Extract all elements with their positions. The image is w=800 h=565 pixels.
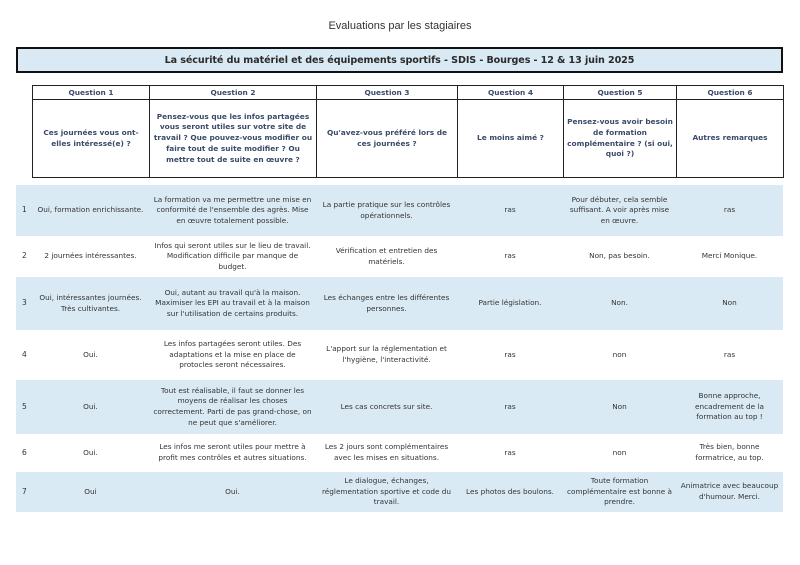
answer-q5: non [563,330,676,380]
question-5-text: Pensez-vous avoir besoin de formation complémentaire ? (si oui, quoi ?) [564,100,677,178]
course-banner-text: La sécurité du matériel et des équipements sportifs - SDIS - Bourges - 12 & 13 juin 2025 [164,54,635,66]
course-banner [16,47,783,73]
question-texts-row [33,100,784,178]
answer-q5: Non, pas besoin. [563,236,676,277]
question-6-label: Question 6 [677,86,784,100]
answer-q4: ras [457,236,563,277]
question-2-text: Pensez-vous que les infos partagées vous seront utiles sur votre site de travail ? Que pouvez-vous modifier ou faire tout de suite modifier ? Ou mettre tout de suite en œuvre ? [150,100,317,178]
answer-q2: Tout est réalisable, il faut se donner les moyens de réalisar les choses correctement. Parti de pas grand-chose, on ne peut que s'améliorer. [149,380,316,434]
question-4-text: Le moins aimé ? [458,100,564,178]
answer-q3: La partie pratique sur les contrôles opérationnels. [316,185,457,236]
answer-q6: ras [676,330,783,380]
answer-q6: Non [676,277,783,330]
answer-q2: Les infos me seront utiles pour mettre à profit mes contrôles et autres situations. [149,434,316,472]
answer-q1: Oui, intéressantes journées. Très cultivantes. [32,277,149,330]
response-row [16,380,783,434]
answer-q3: Les cas concrets sur site. [316,380,457,434]
answer-q1: Oui, formation enrichissante. [32,185,149,236]
question-labels-row [33,86,784,100]
row-number: 1 [16,185,32,236]
response-row [16,330,783,380]
answer-q5: Non [563,380,676,434]
question-2-label: Question 2 [150,86,317,100]
answer-q3: Le dialogue, échanges, réglementation sportive et code du travail. [316,472,457,512]
response-row [16,277,783,330]
answer-q1: Oui. [32,434,149,472]
response-row [16,472,783,512]
answer-q2: Oui. [149,472,316,512]
row-number: 3 [16,277,32,330]
answer-q4: Partie législation. [457,277,563,330]
row-number: 5 [16,380,32,434]
answer-q5: Toute formation complémentaire est bonne à prendre. [563,472,676,512]
answer-q5: Pour débuter, cela semble suffisant. A voir après mise en œuvre. [563,185,676,236]
question-1-text: Ces journées vous ont-elles intéressé(e) ? [33,100,150,178]
answer-q5: Non. [563,277,676,330]
question-3-label: Question 3 [317,86,458,100]
answer-q3: Les 2 jours sont complémentaires avec les mises en situations. [316,434,457,472]
answer-q3: L'apport sur la réglementation et l'hygiène, l'interactivité. [316,330,457,380]
answer-q6: ras [676,185,783,236]
answer-q1: Oui [32,472,149,512]
answer-q4: ras [457,330,563,380]
answer-q2: Infos qui seront utiles sur le lieu de travail. Modification difficile par manque de budget. [149,236,316,277]
responses-table [16,185,783,512]
answer-q5: non [563,434,676,472]
question-1-label: Question 1 [33,86,150,100]
row-number: 6 [16,434,32,472]
answer-q6: Animatrice avec beaucoup d'humour. Merci. [676,472,783,512]
answer-q3: Vérification et entretien des matériels. [316,236,457,277]
answer-q1: Oui. [32,380,149,434]
document-title: Evaluations par les stagiaires [328,20,472,32]
answer-q2: Oui, autant au travail qu'à la maison. Maximiser les EPI au travail et à la maison sur l'utilisation de certains produits. [149,277,316,330]
row-number: 7 [16,472,32,512]
answer-q3: Les échanges entre les différentes personnes. [316,277,457,330]
question-4-label: Question 4 [458,86,564,100]
question-6-text: Autres remarques [677,100,784,178]
answer-q4: ras [457,434,563,472]
answer-q4: ras [457,185,563,236]
answer-q6: Très bien, bonne formatrice, au top. [676,434,783,472]
row-number: 2 [16,236,32,277]
answer-q4: ras [457,380,563,434]
answer-q2: La formation va me permettre une mise en conformité de l'ensemble des agrès. Mise en œuvre totalement possible. [149,185,316,236]
question-5-label: Question 5 [564,86,677,100]
answer-q4: Les photos des boulons. [457,472,563,512]
question-3-text: Qu'avez-vous préféré lors de ces journées ? [317,100,458,178]
answer-q6: Merci Monique. [676,236,783,277]
answer-q1: Oui. [32,330,149,380]
response-row [16,236,783,277]
answer-q6: Bonne approche, encadrement de la formation au top ! [676,380,783,434]
answer-q2: Les infos partagées seront utiles. Des adaptations et la mise en place de protocles seront nécessaires. [149,330,316,380]
row-number: 4 [16,330,32,380]
answer-q1: 2 journées intéressantes. [32,236,149,277]
response-row [16,434,783,472]
response-row [16,185,783,236]
questions-table [32,85,784,178]
